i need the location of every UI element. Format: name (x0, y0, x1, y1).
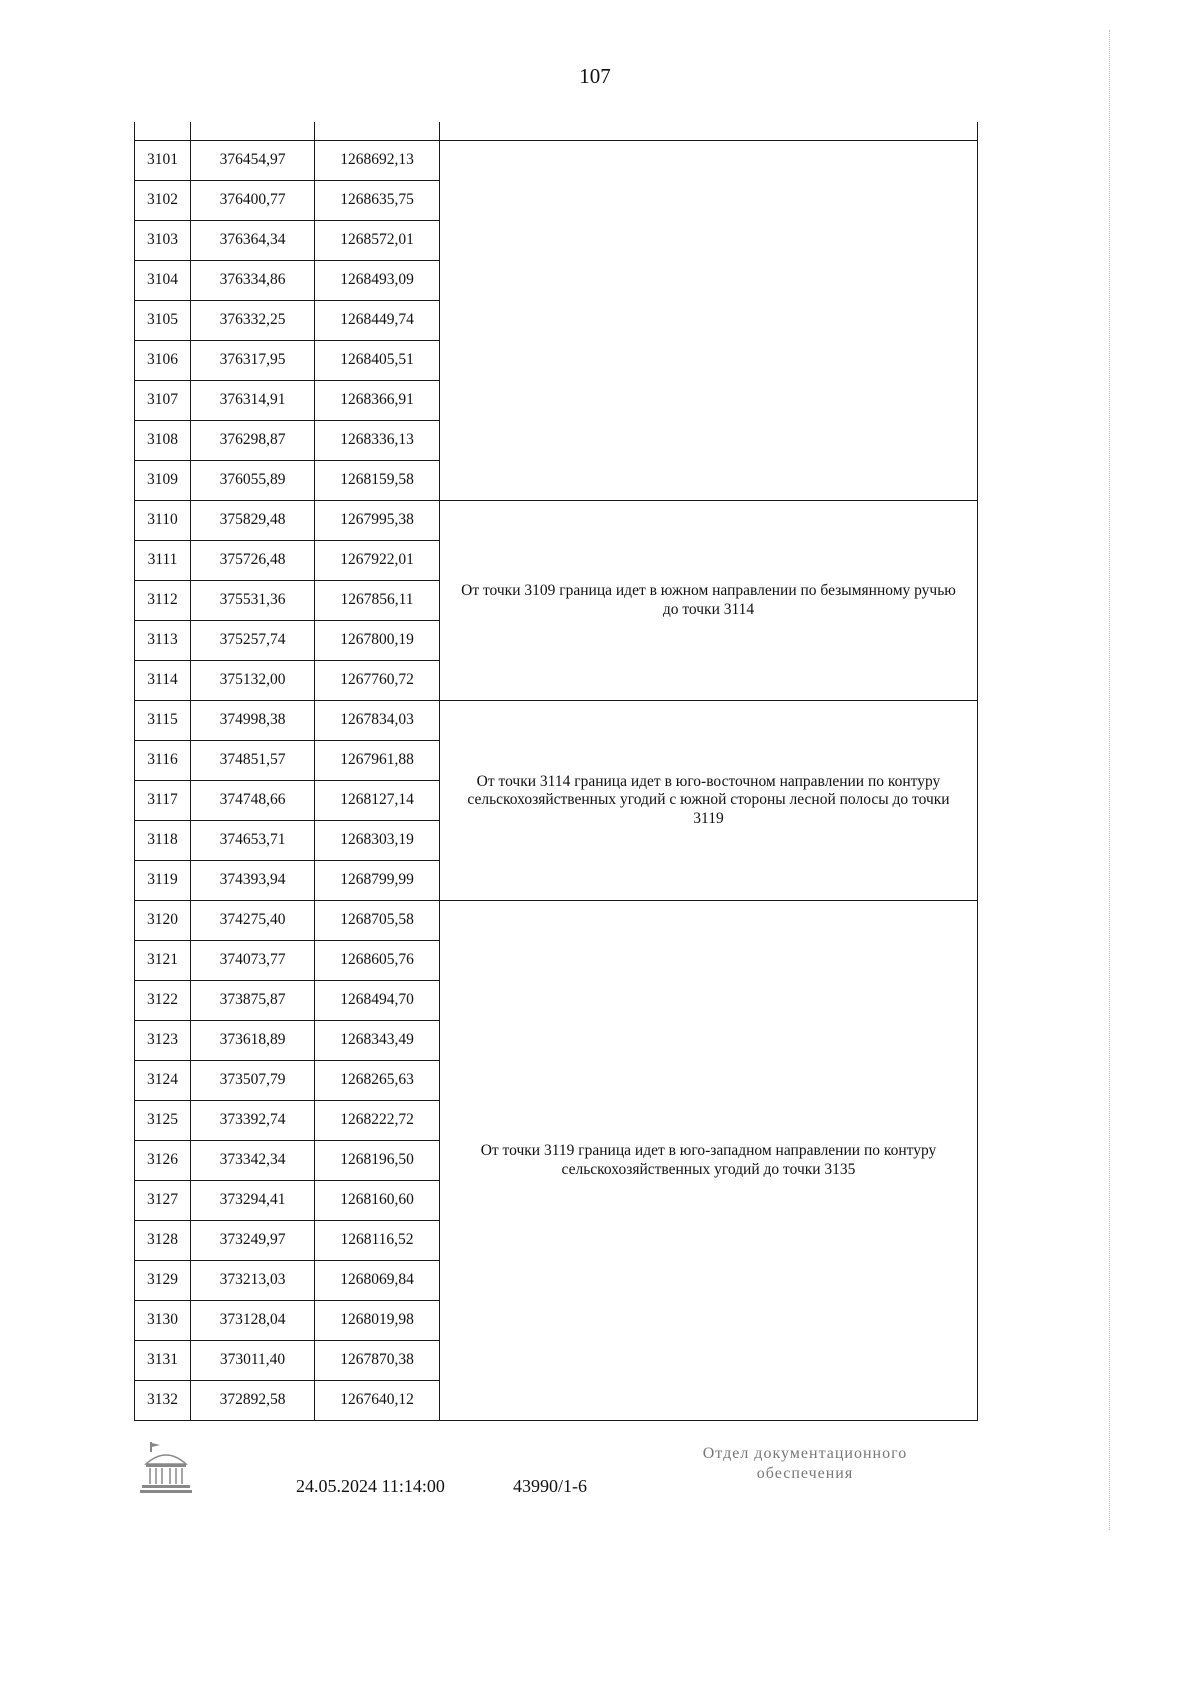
y-coordinate-cell: 1268196,50 (315, 1141, 440, 1181)
point-number-cell: 3123 (135, 1021, 191, 1061)
x-coordinate-cell: 376298,87 (191, 421, 315, 461)
point-number-cell: 3115 (135, 701, 191, 741)
x-coordinate-cell: 376055,89 (191, 461, 315, 501)
point-number-cell: 3102 (135, 181, 191, 221)
y-coordinate-cell: 1268605,76 (315, 941, 440, 981)
coordinates-table (134, 122, 978, 1421)
point-number-cell: 3126 (135, 1141, 191, 1181)
department-stamp (660, 1444, 950, 1484)
point-number-cell: 3130 (135, 1301, 191, 1341)
x-coordinate-cell: 376317,95 (191, 341, 315, 381)
x-coordinate-cell: 376400,77 (191, 181, 315, 221)
y-coordinate-cell: 1267961,88 (315, 741, 440, 781)
x-coordinate-cell: 376334,86 (191, 261, 315, 301)
x-coordinate-cell: 373342,34 (191, 1141, 315, 1181)
table-row (135, 901, 978, 941)
y-coordinate-cell: 1268799,99 (315, 861, 440, 901)
stamp-line-2: обеспечения (756, 1465, 854, 1482)
point-number-cell: 3114 (135, 661, 191, 701)
y-coordinate-cell: 1268019,98 (315, 1301, 440, 1341)
footer-datetime: 24.05.2024 11:14:00 (296, 1476, 445, 1496)
y-coordinate-cell: 1268692,13 (315, 141, 440, 181)
y-coordinate-cell: 1268265,63 (315, 1061, 440, 1101)
y-coordinate-cell: 1268405,51 (315, 341, 440, 381)
point-number-cell: 3105 (135, 301, 191, 341)
point-number-cell: 3101 (135, 141, 191, 181)
x-coordinate-cell: 374851,57 (191, 741, 315, 781)
x-coordinate-cell: 375726,48 (191, 541, 315, 581)
y-coordinate-cell: 1268705,58 (315, 901, 440, 941)
boundary-description-cell: От точки 3114 граница идет в юго-восточном направлении по контуру сельскохозяйственных угодий с южной стороны лесной полосы до точки 3119 (440, 701, 978, 901)
point-number-cell: 3110 (135, 501, 191, 541)
stamp-line-1: Отдел документационного (702, 1445, 908, 1462)
point-number-cell: 3128 (135, 1221, 191, 1261)
x-coordinate-cell: 375132,00 (191, 661, 315, 701)
boundary-description-cell: От точки 3109 граница идет в южном направлении по безымянному ручью до точки 3114 (440, 501, 978, 701)
y-coordinate-cell: 1268069,84 (315, 1261, 440, 1301)
y-coordinate-cell: 1267640,12 (315, 1381, 440, 1421)
table-row (135, 701, 978, 741)
x-coordinate-cell: 374073,77 (191, 941, 315, 981)
table-row (135, 501, 978, 541)
y-coordinate-cell: 1268366,91 (315, 381, 440, 421)
y-coordinate-cell: 1268336,13 (315, 421, 440, 461)
x-coordinate-cell: 376314,91 (191, 381, 315, 421)
point-number-cell: 3104 (135, 261, 191, 301)
y-coordinate-cell: 1268159,58 (315, 461, 440, 501)
x-coordinate-cell: 373618,89 (191, 1021, 315, 1061)
scan-margin-marks (1103, 30, 1110, 1530)
x-coordinate-cell: 374275,40 (191, 901, 315, 941)
point-number-cell: 3118 (135, 821, 191, 861)
x-coordinate-cell: 373507,79 (191, 1061, 315, 1101)
x-coordinate-cell: 373875,87 (191, 981, 315, 1021)
y-coordinate-cell: 1268116,52 (315, 1221, 440, 1261)
y-coordinate-cell: 1268572,01 (315, 221, 440, 261)
point-number-cell: 3109 (135, 461, 191, 501)
y-coordinate-cell: 1268343,49 (315, 1021, 440, 1061)
y-coordinate-cell: 1267922,01 (315, 541, 440, 581)
point-number-cell: 3119 (135, 861, 191, 901)
y-coordinate-cell: 1267800,19 (315, 621, 440, 661)
point-number-cell: 3132 (135, 1381, 191, 1421)
point-number-cell: 3129 (135, 1261, 191, 1301)
y-coordinate-cell: 1267995,38 (315, 501, 440, 541)
x-coordinate-cell: 373294,41 (191, 1181, 315, 1221)
y-coordinate-cell: 1268127,14 (315, 781, 440, 821)
x-coordinate-cell: 375531,36 (191, 581, 315, 621)
x-coordinate-cell: 374998,38 (191, 701, 315, 741)
y-coordinate-cell: 1268303,19 (315, 821, 440, 861)
table-continuation-row (135, 122, 978, 141)
y-coordinate-cell: 1267856,11 (315, 581, 440, 621)
y-coordinate-cell: 1268160,60 (315, 1181, 440, 1221)
point-number-cell: 3121 (135, 941, 191, 981)
x-coordinate-cell: 376332,25 (191, 301, 315, 341)
x-coordinate-cell: 373213,03 (191, 1261, 315, 1301)
x-coordinate-cell: 373249,97 (191, 1221, 315, 1261)
point-number-cell: 3103 (135, 221, 191, 261)
point-number-cell: 3106 (135, 341, 191, 381)
point-number-cell: 3112 (135, 581, 191, 621)
y-coordinate-cell: 1267870,38 (315, 1341, 440, 1381)
boundary-description-cell: От точки 3119 граница идет в юго-западном направлении по контуру сельскохозяйственных угодий до точки 3135 (440, 901, 978, 1421)
table-row (135, 141, 978, 181)
point-number-cell: 3116 (135, 741, 191, 781)
point-number-cell: 3120 (135, 901, 191, 941)
x-coordinate-cell: 373128,04 (191, 1301, 315, 1341)
y-coordinate-cell: 1268494,70 (315, 981, 440, 1021)
y-coordinate-cell: 1267834,03 (315, 701, 440, 741)
x-coordinate-cell: 376454,97 (191, 141, 315, 181)
point-number-cell: 3113 (135, 621, 191, 661)
x-coordinate-cell: 372892,58 (191, 1381, 315, 1421)
point-number-cell: 3125 (135, 1101, 191, 1141)
page-number: 107 (579, 64, 611, 88)
point-number-cell: 3131 (135, 1341, 191, 1381)
point-number-cell: 3108 (135, 421, 191, 461)
footer-doc-number: 43990/1-6 (513, 1476, 587, 1496)
y-coordinate-cell: 1268222,72 (315, 1101, 440, 1141)
y-coordinate-cell: 1268449,74 (315, 301, 440, 341)
x-coordinate-cell: 375829,48 (191, 501, 315, 541)
y-coordinate-cell: 1268493,09 (315, 261, 440, 301)
boundary-description-cell (440, 141, 978, 501)
building-logo-icon (140, 1440, 192, 1496)
point-number-cell: 3122 (135, 981, 191, 1021)
x-coordinate-cell: 374393,94 (191, 861, 315, 901)
x-coordinate-cell: 373011,40 (191, 1341, 315, 1381)
x-coordinate-cell: 375257,74 (191, 621, 315, 661)
x-coordinate-cell: 374653,71 (191, 821, 315, 861)
point-number-cell: 3107 (135, 381, 191, 421)
point-number-cell: 3127 (135, 1181, 191, 1221)
x-coordinate-cell: 373392,74 (191, 1101, 315, 1141)
x-coordinate-cell: 376364,34 (191, 221, 315, 261)
point-number-cell: 3124 (135, 1061, 191, 1101)
point-number-cell: 3117 (135, 781, 191, 821)
x-coordinate-cell: 374748,66 (191, 781, 315, 821)
y-coordinate-cell: 1267760,72 (315, 661, 440, 701)
point-number-cell: 3111 (135, 541, 191, 581)
y-coordinate-cell: 1268635,75 (315, 181, 440, 221)
